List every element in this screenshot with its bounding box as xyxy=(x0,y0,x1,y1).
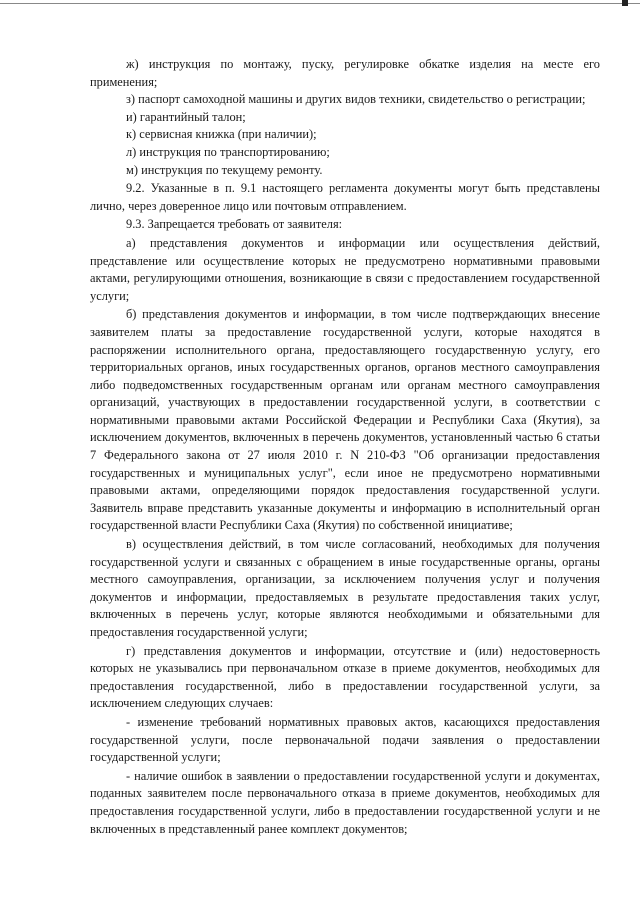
paragraph-9-3: 9.3. Запрещается требовать от заявителя: xyxy=(126,217,343,232)
paragraph-list-k: к) сервисная книжка (при наличии); xyxy=(126,127,317,142)
scan-corner-mark xyxy=(622,0,628,6)
paragraph-list-z: з) паспорт самоходной машины и других видов техники, свидетельство о регистрации; xyxy=(126,92,586,107)
paragraph-item-a: а) представления документов и информации или осуществления действий, представление или осуществление которых не предусмотрено нормативными правовыми актами, регулирующими отношения, возникающие в связи с предоставлением государственной услуги; xyxy=(90,235,600,303)
paragraph-list-l: л) инструкция по транспортированию; xyxy=(126,144,330,159)
paragraph-9-2: 9.2. Указанные в п. 9.1 настоящего регламента документы могут быть представлены лично, через доверенное лицо или почтовым отправлением. xyxy=(90,181,600,213)
paragraph-list-m: м) инструкция по текущему ремонту. xyxy=(126,162,323,177)
document-page xyxy=(90,56,600,838)
paragraph-dash-2: - наличие ошибок в заявлении о предоставлении государственной услуги и документах, поданных заявителем после первоначального отказа в приеме документов, необходимых для предоставления государственной услуги, либо в предоставлении государственной услуги и не включенных в представленный ранее комплект документов; xyxy=(90,768,600,836)
scan-top-edge xyxy=(0,3,640,4)
paragraph-item-v: в) осуществления действий, в том числе согласований, необходимых для получения государственной услуги и связанных с обращением в иные государственные органы, органы местного самоуправления, организации, за исключением получения услуг и получения документов и информации, предоставляемых в результате предоставления таких услуг, включенных в перечень услуг, которые являются необходимыми и обязательными для предоставления государственной услуги; xyxy=(90,537,600,639)
paragraph-dash-1: - изменение требований нормативных правовых актов, касающихся предоставления государственной услуги, после первоначальной подачи заявления о предоставлении государственной услуги; xyxy=(90,714,600,765)
paragraph-item-b: б) представления документов и информации, в том числе подтверждающих внесение заявителем платы за предоставление государственной услуги, которые находятся в распоряжении исполнительного органа, предоставляющего государственную услугу, его территориальных органов, иных государственных органов, органов местного самоуправления либо подведомственных государственным органам или органам местного самоуправления организаций, участвующих в предоставлении государственной услуги, в соответствии с нормативными правовыми актами Российской Федерации и Республики Саха (Якутия), за исключением документов, включенных в перечень документов, установленный частью 6 статьи 7 Федерального закона от 27 июля 2010 г. N 210-ФЗ "Об организации предоставления государственных и муниципальных услуг", если иное не предусмотрено нормативными правовыми актами, определяющими порядок предоставления государственной услуги. Заявитель вправе представить указанные документы и информацию в исполнительный орган государственной власти Республики Саха (Якутия) по собственной инициативе; xyxy=(90,307,600,533)
paragraph-list-zh: ж) инструкция по монтажу, пуску, регулировке обкатке изделия на месте его применения; xyxy=(90,57,600,89)
paragraph-list-i: и) гарантийный талон; xyxy=(126,109,246,124)
paragraph-item-g: г) представления документов и информации, отсутствие и (или) недостоверность которых не указывались при первоначальном отказе в приеме документов, необходимых для предоставления государственной, либо в предоставлении государственной услуги, за исключением следующих случаев: xyxy=(90,643,600,711)
